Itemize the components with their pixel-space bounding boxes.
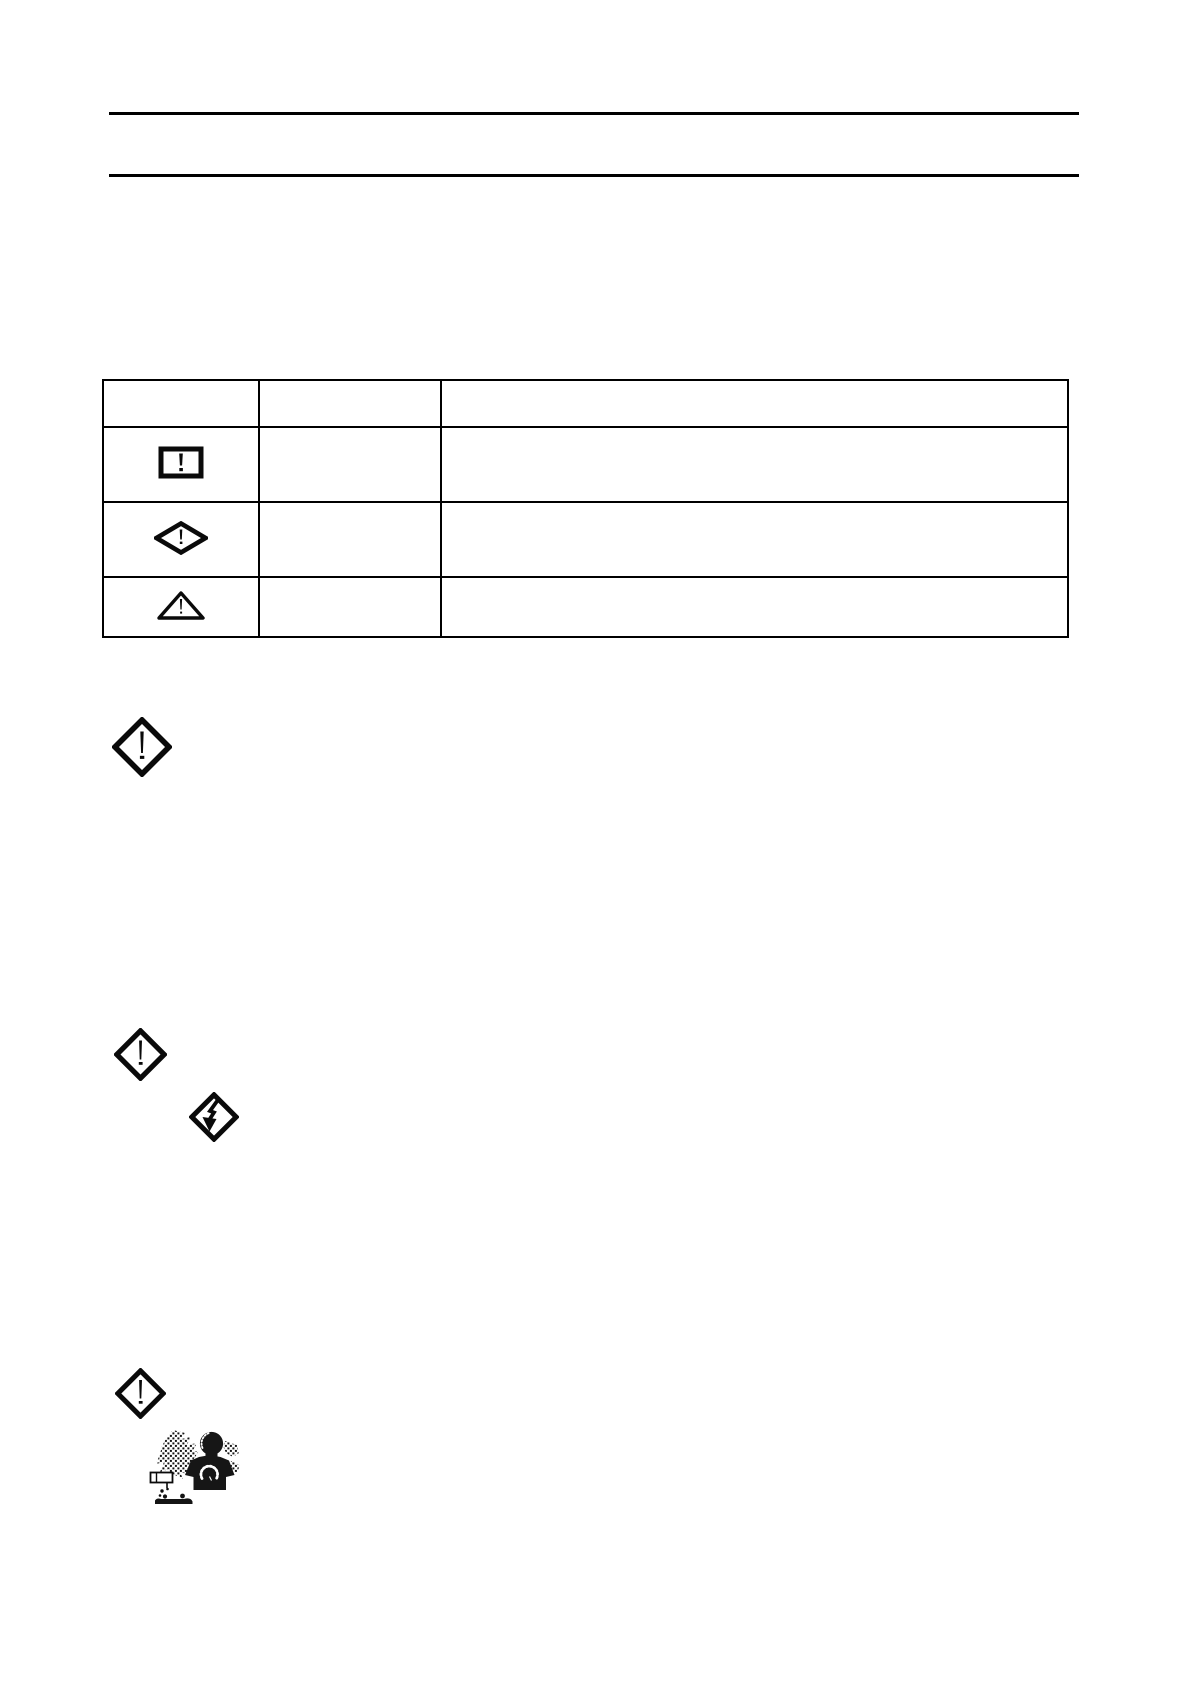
electric-shock-diamond-icon [189,1092,239,1142]
caution-diamond-icon [112,717,172,777]
page-title [109,120,1079,170]
header-bottom-rule [109,174,1079,177]
description-cell [441,502,1068,577]
table-row [103,502,1068,577]
header-cell-symbol [103,380,259,427]
term-cell [259,577,441,637]
table-header-row [103,380,1068,427]
exclamation-diamond-icon [154,521,208,555]
term-cell [259,427,441,502]
header-cell-term [259,380,441,427]
exclamation-box-icon [158,446,204,479]
caution-diamond-icon [114,1028,167,1081]
symbol-legend-table [102,379,1069,638]
header-top-rule [109,112,1079,115]
header-cell-description [441,380,1068,427]
table-row [103,577,1068,637]
spray-mist-near-worker-illustration [147,1427,243,1507]
exclamation-triangle-icon [156,590,206,621]
table-row [103,427,1068,502]
caution-diamond-icon [115,1368,166,1419]
term-cell [259,502,441,577]
description-cell [441,577,1068,637]
description-cell [441,427,1068,502]
